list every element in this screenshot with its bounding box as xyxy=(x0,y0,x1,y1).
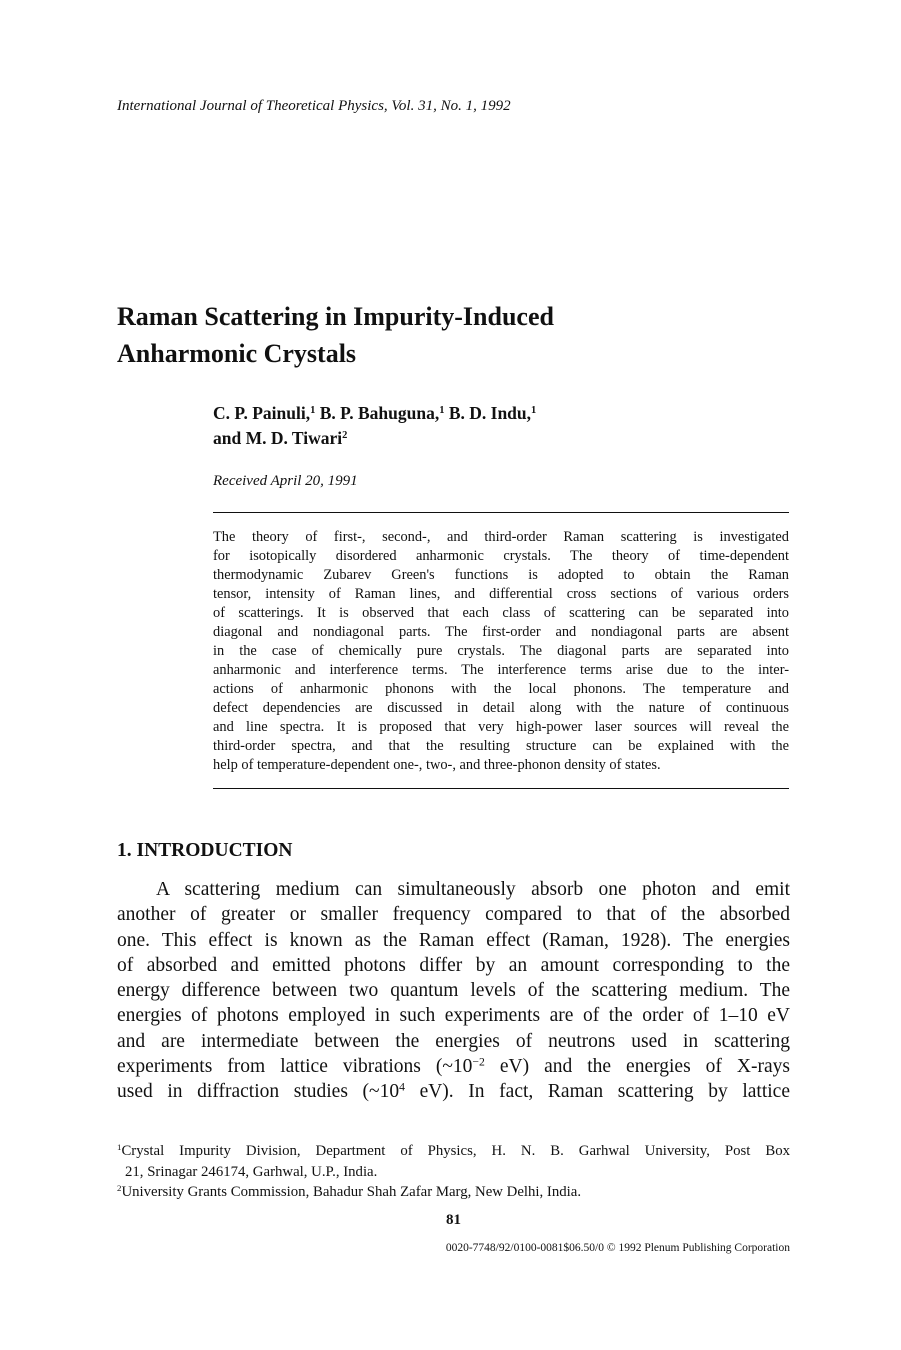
affiliation-mark: 1 xyxy=(439,405,445,417)
abstract-line: of scatterings. It is observed that each class of scattering can be separated into xyxy=(213,605,789,621)
abstract-line: in the case of chemically pure crystals. The diagonal parts are separated into xyxy=(213,643,789,659)
affiliation-mark: 2 xyxy=(342,430,348,442)
abstract-line: thermodynamic Zubarev Green's functions is adopted to obtain the Raman xyxy=(213,567,789,583)
body-text: used in diffraction studies (~10 xyxy=(117,1081,400,1103)
footnote-text: University Grants Commission, Bahadur Shah Zafar Marg, New Delhi, India. xyxy=(121,1184,582,1200)
footnote-text: Crystal Impurity Division, Department of Physics, H. N. B. Garhwal University, Post Box xyxy=(121,1143,790,1159)
footnote-2 xyxy=(117,1182,790,1203)
section-heading: 1. INTRODUCTION xyxy=(117,840,293,861)
author-list xyxy=(213,401,536,451)
exponent: 4 xyxy=(399,1080,405,1094)
body-text: experiments from lattice vibrations (~10 xyxy=(117,1056,473,1078)
paper-title xyxy=(117,298,757,372)
body-line: of absorbed and emitted photons differ by an amount corresponding to the xyxy=(117,954,790,976)
copyright-line: 0020-7748/92/0100-0081$06.50/0 © 1992 Plenum Publishing Corporation xyxy=(445,1242,790,1254)
author-line-1 xyxy=(213,401,536,426)
abstract-line: third-order spectra, and that the resulting structure can be explained with the xyxy=(213,738,789,754)
abstract-top-rule xyxy=(213,512,789,513)
journal-header: International Journal of Theoretical Physics, Vol. 31, No. 1, 1992 xyxy=(117,98,511,114)
body-line: A scattering medium can simultaneously absorb one photon and emit xyxy=(156,879,790,900)
body-line: energies of photons employed in such experiments are of the order of 1–10 eV xyxy=(117,1005,790,1027)
body-line xyxy=(117,1054,790,1079)
body-line xyxy=(117,1079,790,1104)
footnote-1-line-1 xyxy=(117,1141,790,1162)
abstract-line: defect dependencies are discussed in detail along with the nature of continuous xyxy=(213,700,789,716)
footnote-mark: 2 xyxy=(117,1183,122,1194)
body-line: one. This effect is known as the Raman effect (Raman, 1928). The energies xyxy=(117,929,790,951)
affiliation-mark: 1 xyxy=(531,405,537,417)
abstract-line: diagonal and nondiagonal parts. The first-order and nondiagonal parts are absent xyxy=(213,624,789,640)
exponent: −2 xyxy=(472,1055,485,1069)
abstract-line: for isotopically disordered anharmonic crystals. The theory of time-dependent xyxy=(213,548,789,564)
footnote-1-line-2: 21, Srinagar 246174, Garhwal, U.P., India. xyxy=(125,1163,378,1180)
body-text: eV). In fact, Raman scattering by lattice xyxy=(404,1081,790,1103)
body-line: another of greater or smaller frequency compared to that of the absorbed xyxy=(117,904,790,926)
abstract-line: tensor, intensity of Raman lines, and differential cross sections of various orders xyxy=(213,586,789,602)
abstract-line: and line spectra. It is proposed that very high-power laser sources will reveal the xyxy=(213,719,789,735)
body-text: eV) and the energies of X-rays xyxy=(484,1056,790,1078)
abstract xyxy=(213,528,789,775)
abstract-line: The theory of first-, second-, and third-order Raman scattering is investigated xyxy=(213,529,789,545)
author-indu: B. D. Indu, xyxy=(444,403,532,423)
footnotes xyxy=(117,1141,790,1203)
abstract-line: anharmonic and interference terms. The interference terms arise due to the inter- xyxy=(213,662,789,678)
page-number: 81 xyxy=(446,1212,461,1228)
title-line-2: Anharmonic Crystals xyxy=(117,339,357,368)
introduction-body xyxy=(117,877,790,1105)
abstract-bottom-rule xyxy=(213,788,789,789)
affiliation-mark: 1 xyxy=(310,405,316,417)
abstract-line: help of temperature-dependent one-, two-, and three-phonon density of states. xyxy=(213,757,661,773)
title-line-1: Raman Scattering in Impurity-Induced xyxy=(117,302,554,331)
footnote-mark: 1 xyxy=(117,1142,122,1153)
body-line: energy difference between two quantum levels of the scattering medium. The xyxy=(117,980,790,1002)
author-bahuguna: B. P. Bahuguna, xyxy=(315,403,440,423)
author-line-2 xyxy=(213,426,536,451)
abstract-line: actions of anharmonic phonons with the local phonons. The temperature and xyxy=(213,681,789,697)
received-date: Received April 20, 1991 xyxy=(213,473,358,489)
author-painuli: C. P. Painuli, xyxy=(213,403,311,423)
body-line: and are intermediate between the energies of neutrons used in scattering xyxy=(117,1030,790,1052)
author-tiwari: and M. D. Tiwari xyxy=(213,428,343,448)
